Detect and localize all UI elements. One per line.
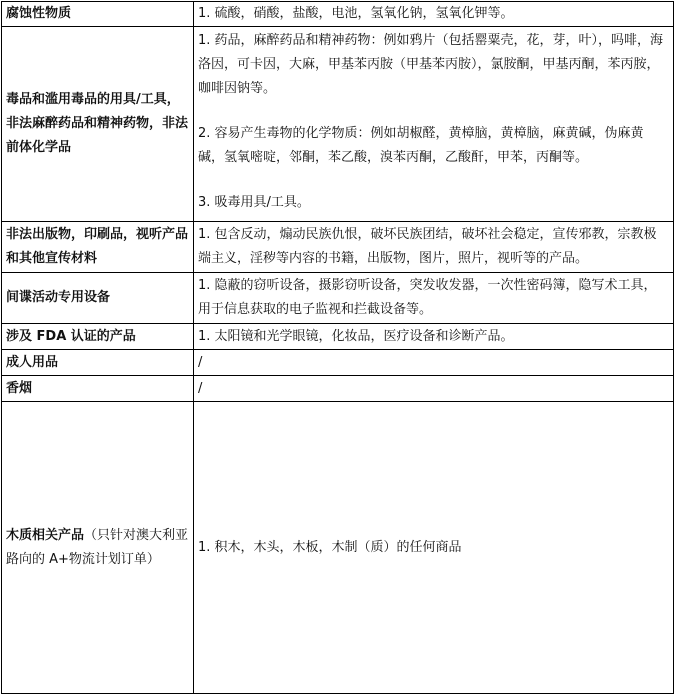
item-text: 1. 积木，木头，木板，木制（质）的任何商品 bbox=[198, 539, 462, 555]
table-row bbox=[2, 222, 674, 273]
item-text: / bbox=[198, 354, 203, 370]
table-row bbox=[2, 324, 674, 350]
item-text: 3. 吸毒用具/工具。 bbox=[198, 195, 310, 210]
category-cell: 香烟 bbox=[2, 376, 194, 402]
description-cell bbox=[194, 376, 674, 402]
category-note: （只针对澳大利亚路向的 A+物流计划订单） bbox=[6, 527, 189, 567]
restricted-items-table bbox=[1, 1, 674, 694]
category-cell bbox=[2, 402, 194, 694]
category-cell: 毒品和滥用毒品的用具/工具，非法麻醉药品和精神药物，非法前体化学品 bbox=[2, 27, 194, 222]
category-cell: 涉及 FDA 认证的产品 bbox=[2, 324, 194, 350]
table-row bbox=[2, 350, 674, 376]
description-cell bbox=[194, 222, 674, 273]
item-text: 2. 容易产生毒物的化学物质：例如胡椒醛，黄樟脑，黄樟脑，麻黄碱，伪麻黄碱，氢氧嘧啶，邻酮，苯乙酸，溴苯丙酮，乙酸酐，甲苯，丙酮等。 bbox=[198, 126, 644, 165]
item-text: 1. 硫酸，硝酸，盐酸，电池，氢氧化钠，氢氧化钾等。 bbox=[198, 6, 514, 21]
table-row bbox=[2, 27, 674, 222]
item-text: 1. 药品，麻醉药品和精神药物：例如鸦片（包括罂粟壳，花，芽，叶），吗啡，海洛因，可卡因，大麻，甲基苯丙胺（甲基苯丙胺），氯胺酮，甲基丙酮，苯丙胺，咖啡因钠等。 bbox=[198, 33, 664, 96]
paragraph-gap bbox=[198, 170, 669, 191]
table-row bbox=[2, 273, 674, 324]
description-cell bbox=[194, 27, 674, 222]
item-text: 1. 隐蔽的窃听设备，摄影窃听设备，突发收发器，一次性密码簿，隐写术工具，用于信息获取的电子监视和拦截设备等。 bbox=[198, 278, 657, 317]
description-cell bbox=[194, 350, 674, 376]
item-text: 1. 太阳镜和光学眼镜，化妆品，医疗设备和诊断产品。 bbox=[198, 328, 514, 344]
category-cell: 成人用品 bbox=[2, 350, 194, 376]
table-row bbox=[2, 376, 674, 402]
category-label: 木质相关产品 bbox=[6, 527, 85, 543]
category-cell: 腐蚀性物质 bbox=[2, 2, 194, 27]
table-row bbox=[2, 2, 674, 27]
description-cell bbox=[194, 2, 674, 27]
description-cell bbox=[194, 273, 674, 324]
paragraph-gap bbox=[198, 101, 669, 122]
description-cell bbox=[194, 402, 674, 694]
item-text: / bbox=[198, 380, 203, 396]
table-row bbox=[2, 402, 674, 694]
item-text: 1. 包含反动，煽动民族仇恨，破坏民族团结，破坏社会稳定，宣传邪教，宗教极端主义，淫秽等内容的书籍，出版物，图片，照片，视听等的产品。 bbox=[198, 227, 657, 266]
description-cell bbox=[194, 324, 674, 350]
category-cell: 间谍活动专用设备 bbox=[2, 273, 194, 324]
category-cell: 非法出版物，印刷品，视听产品和其他宣传材料 bbox=[2, 222, 194, 273]
